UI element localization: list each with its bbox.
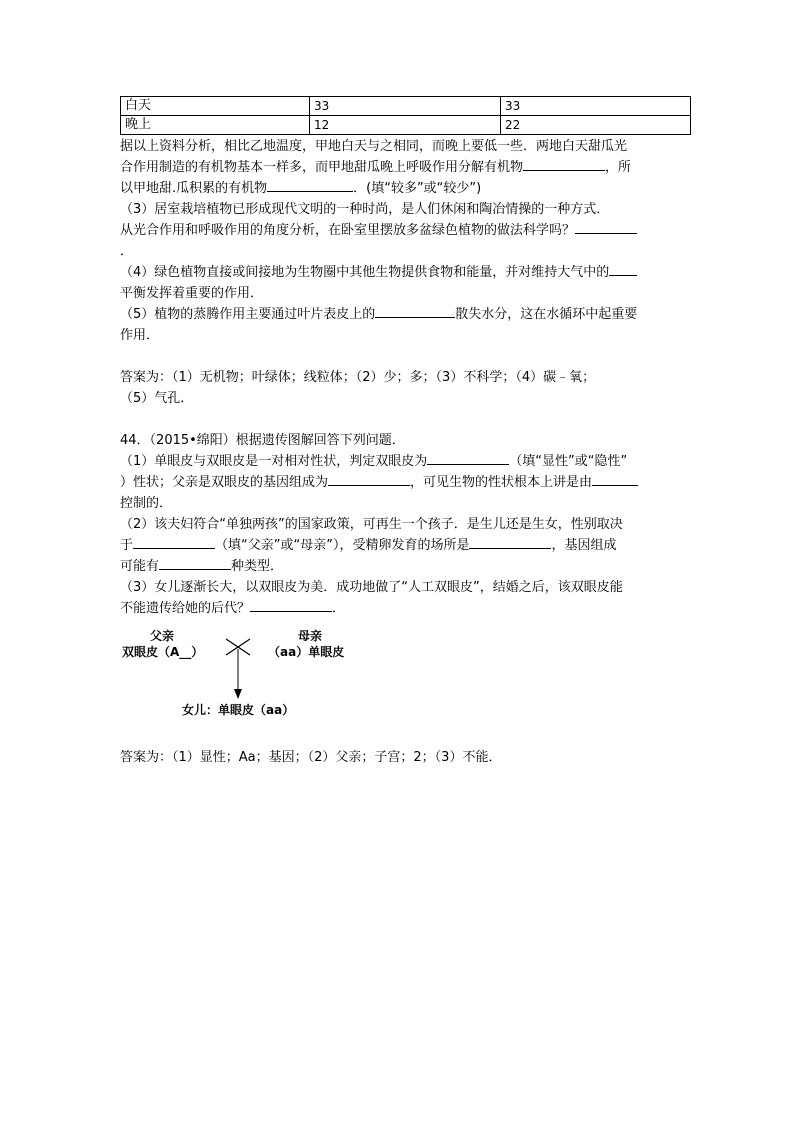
table-cell: 33 (501, 97, 691, 116)
paragraph-analysis (120, 136, 695, 199)
answer-blank (575, 220, 637, 234)
text-line: ． (120, 244, 134, 259)
text-line: ．(填“较多”或“较少”) (353, 181, 482, 196)
text-line: 种类型． (231, 559, 284, 574)
text-line: ． (332, 601, 346, 616)
answer-blank (427, 451, 509, 465)
answer-block-2 (120, 747, 695, 768)
answer-blank (328, 472, 410, 486)
text-line: （3）居室栽培植物已形成现代文明的一种时尚，是人们休闲和陶冶情操的一种方式． (120, 202, 610, 217)
text-line: 控制的． (120, 496, 173, 511)
temperature-table (120, 96, 691, 135)
cross-arrow-icon (220, 633, 260, 703)
text-line: 合作用制造的有机物基本一样多，而甲地甜瓜晚上呼吸作用分解有机物 (120, 160, 524, 175)
text-line: （填“父亲”或“母亲”），受精卵发育的场所是 (215, 538, 470, 553)
table-cell: 33 (310, 97, 501, 116)
answer-blank (267, 178, 353, 192)
text-line: ，基因组成 (551, 538, 617, 553)
answer-block-1 (120, 367, 695, 409)
question-title: 44．（2015•绵阳）根据遗传图解回答下列问题． (120, 433, 405, 448)
inheritance-diagram (120, 625, 350, 725)
text-line: 以甲地甜.瓜积累的有机物 (120, 181, 268, 196)
table-row (121, 97, 691, 116)
answer-blank (159, 556, 231, 570)
text-line: ，可见生物的性状根本上讲是由 (410, 475, 593, 490)
text-line: 可能有 (120, 559, 160, 574)
text-line: （4）绿色植物直接或间接地为生物圈中其他生物提供食物和能量，并对维持大气中的 (120, 265, 610, 280)
daughter-label: 女儿：单眼皮（aa） (182, 703, 295, 717)
text-line: 于 (120, 538, 134, 553)
text-line: 答案为：（1）显性；Aa；基因；（2）父亲；子宫；2；（3）不能． (120, 750, 502, 765)
text-line: （3）女儿逐渐长大，以双眼皮为美．成功地做了“人工双眼皮”，结婚之后，该双眼皮能 (120, 580, 623, 595)
text-line: ，所 (605, 160, 632, 175)
answer-blank (523, 157, 605, 171)
text-line: （1）单眼皮与双眼皮是一对相对性状，判定双眼皮为 (120, 454, 428, 469)
text-line: （填“显性”或“隐性” (509, 454, 628, 469)
answer-blank (469, 535, 551, 549)
answer-blank (375, 304, 455, 318)
mother-trait: （aa）单眼皮 (268, 645, 345, 659)
table-cell: 晚上 (121, 116, 310, 135)
text-line: 答案为：（1）无机物；叶绿体；线粒体；（2）少；多；（3）不科学；（4）碳﹣氧； (120, 370, 596, 385)
text-line: 平衡发挥着重要的作用． (120, 286, 264, 301)
question-3 (120, 199, 695, 262)
text-line: 作用． (120, 328, 160, 343)
mother-label: 母亲 (298, 629, 323, 643)
table-cell: 白天 (121, 97, 310, 116)
table-cell: 22 (501, 116, 691, 135)
answer-blank (609, 262, 637, 276)
document-page (120, 96, 695, 768)
text-line: （5）气孔． (120, 391, 194, 406)
text-line: 从光合作用和呼吸作用的角度分析，在卧室里摆放多盆绿色植物的做法科学吗？ (120, 223, 576, 238)
father-trait: 双眼皮（A__） (122, 645, 204, 659)
text-line: （2）该夫妇符合“单独两孩”的国家政策，可再生一个孩子．是生儿还是生女，性别取决 (120, 517, 623, 532)
father-label: 父亲 (150, 629, 175, 643)
answer-blank (592, 472, 638, 486)
answer-blank (250, 598, 332, 612)
question-44 (120, 430, 695, 619)
text-line: 据以上资料分析，相比乙地温度，甲地白天与之相同，而晚上要低一些．两地白天甜瓜光 (120, 139, 628, 154)
text-line: （5）植物的蒸腾作用主要通过叶片表皮上的 (120, 307, 376, 322)
answer-blank (133, 535, 215, 549)
table-cell: 12 (310, 116, 501, 135)
text-line: ）性状；父亲是双眼皮的基因组成为 (120, 475, 329, 490)
table-row (121, 116, 691, 135)
text-line: 不能遗传给她的后代？ (120, 601, 251, 616)
question-4 (120, 262, 695, 304)
text-line: 散失水分，这在水循环中起重要 (455, 307, 638, 322)
question-5 (120, 304, 695, 346)
